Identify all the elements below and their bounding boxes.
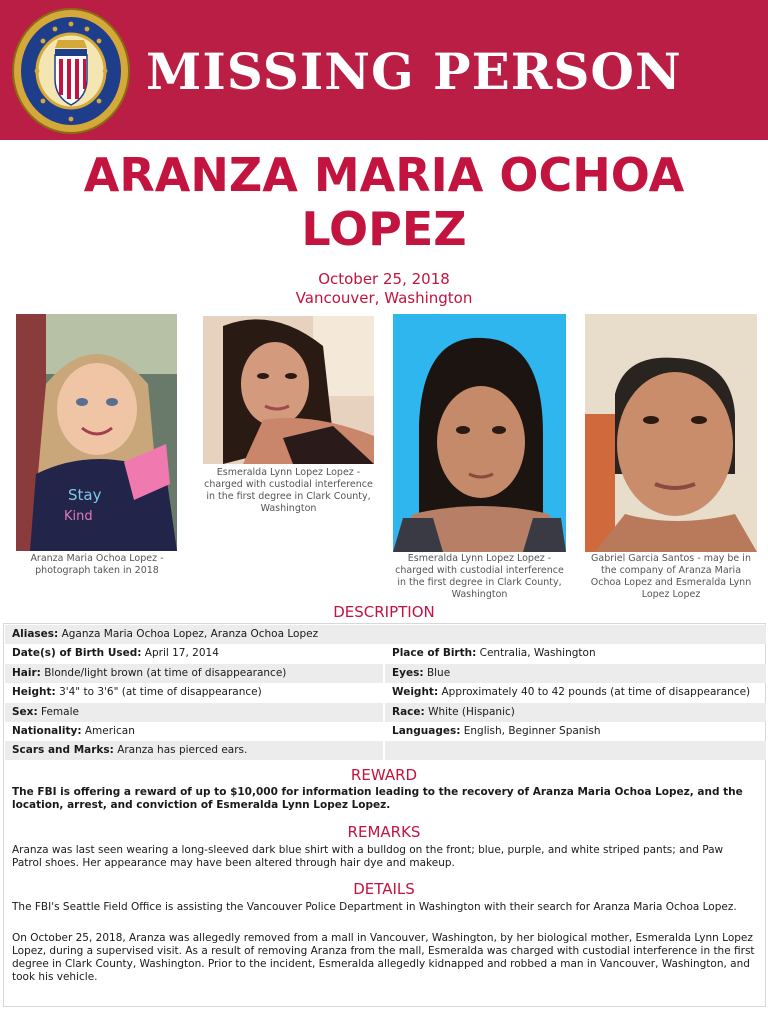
photo-gabriel: [585, 314, 757, 552]
hair-label: Hair:: [12, 667, 41, 679]
scars-value: Aranza has pierced ears.: [117, 744, 248, 756]
description-heading: DESCRIPTION: [333, 603, 435, 621]
incident-date: October 25, 2018: [318, 270, 450, 288]
scars-label: Scars and Marks:: [12, 744, 114, 756]
weight-label: Weight:: [392, 686, 439, 698]
nationality-label: Nationality:: [12, 725, 82, 737]
eyes-label: Eyes:: [392, 667, 424, 679]
details-paragraph-2: On October 25, 2018, Aranza was allegedly removed from a mall in Vancouver, Washington, by her biological mother, Esmeralda Lynn Lopez Lopez, during a supervised visit. As a result of removing Aranza from the mall, Esmeralda was charged with custodial interference in the first degree in Clark County, Washington. Prior to the incident, Esmeralda allegedly kidnapped and robbed a man in Vancouver, Washington, and took his vehicle.: [12, 932, 755, 983]
photo-caption-esmeralda-2: Esmeralda Lynn Lopez Lopez - charged with custodial interference in the first degree in Clark County, Washington: [395, 553, 564, 600]
race-value: White (Hispanic): [428, 706, 515, 718]
pob-value: Centralia, Washington: [479, 647, 596, 659]
dob-value: April 17, 2014: [144, 647, 219, 659]
languages-value: English, Beginner Spanish: [463, 725, 601, 737]
hair-value: Blonde/light brown (at time of disappearance): [44, 667, 287, 679]
reward-heading: REWARD: [350, 766, 418, 784]
pob-label: Place of Birth:: [392, 647, 477, 659]
banner-title: MISSING PERSON: [146, 42, 682, 101]
aliases-value: Aganza Maria Ochoa Lopez, Aranza Ochoa Lopez: [61, 628, 319, 640]
sex-label: Sex:: [12, 706, 38, 718]
height-label: Height:: [12, 686, 56, 698]
photo-caption-esmeralda-1: Esmeralda Lynn Lopez Lopez - charged with custodial interference in the first degree in Clark County, Washington: [204, 467, 373, 514]
photo-caption-gabriel: Gabriel Garcia Santos - may be in the company of Aranza Maria Ochoa Lopez and Esmeralda Lynn Lopez Lopez: [590, 553, 752, 600]
row-sex-race: [5, 703, 766, 722]
race-label: Race:: [392, 706, 425, 718]
nationality-value: American: [84, 725, 135, 737]
header-banner: [0, 0, 768, 140]
photo-esmeralda-2: [393, 314, 566, 552]
row-aliases: [5, 625, 766, 644]
remarks-text: Aranza was last seen wearing a long-sleeved dark blue shirt with a bulldog on the front; blue, purple, and white striped pants; and Paw Patrol shoes. Her appearance may have been altered through hair dye and makeup.: [12, 844, 724, 869]
sex-value: Female: [41, 706, 79, 718]
height-value: 3'4" to 3'6" (at time of disappearance): [59, 686, 262, 698]
details-heading: DETAILS: [353, 880, 415, 898]
dob-label: Date(s) of Birth Used:: [12, 647, 142, 659]
fbi-seal-icon: [11, 7, 131, 135]
svg-text:Kind: Kind: [64, 509, 93, 524]
photo-aranza: [16, 314, 177, 551]
weight-value: Approximately 40 to 42 pounds (at time of disappearance): [441, 686, 751, 698]
row-dob-pob: [5, 644, 766, 663]
row-hair-eyes: [5, 664, 766, 683]
row-nationality-languages: [5, 722, 766, 741]
details-paragraph-1: The FBI's Seattle Field Office is assisting the Vancouver Police Department in Washington with their search for Aranza Maria Ochoa Lopez.: [12, 901, 737, 913]
person-name: ARANZA MARIA OCHOA LOPEZ: [83, 148, 685, 256]
row-height-weight: [5, 683, 766, 702]
remarks-heading: REMARKS: [347, 823, 421, 841]
svg-text:Stay: Stay: [68, 486, 102, 504]
incident-location: Vancouver, Washington: [295, 289, 473, 307]
reward-text: The FBI is offering a reward of up to $10,000 for information leading to the recovery of Aranza Maria Ochoa Lopez, and the location, arrest, and conviction of Esmeralda Lynn Lopez Lopez.: [12, 786, 743, 811]
languages-label: Languages:: [392, 725, 461, 737]
photo-esmeralda-1: [203, 316, 374, 464]
aliases-label: Aliases:: [12, 628, 59, 640]
row-scars: [5, 741, 766, 760]
photo-caption-aranza: Aranza Maria Ochoa Lopez - photograph taken in 2018: [30, 553, 164, 576]
eyes-value: Blue: [426, 667, 451, 679]
